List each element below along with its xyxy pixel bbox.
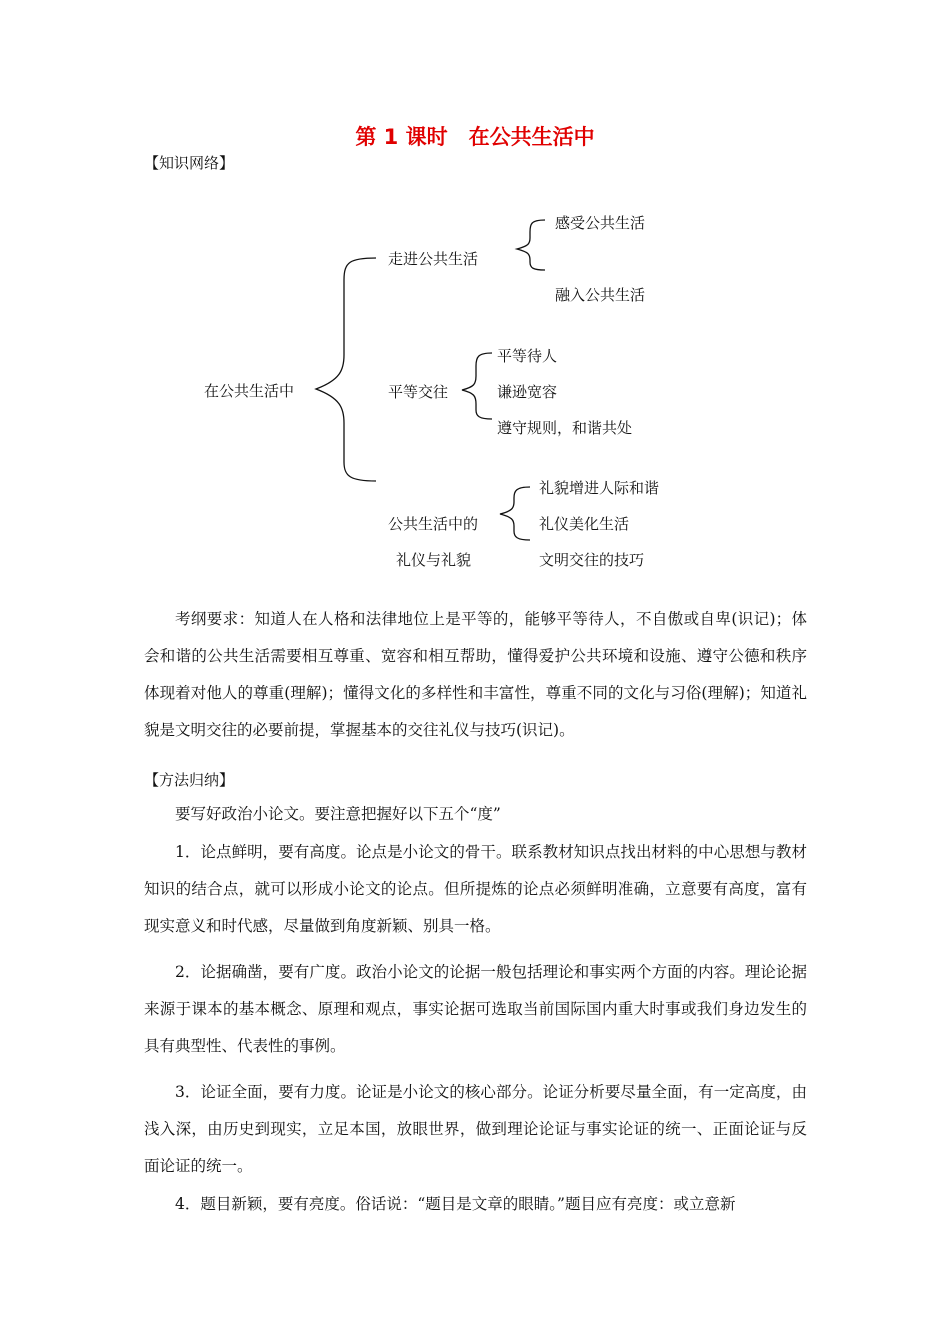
method-point-2: 2．论据确凿，要有广度。政治小论文的论据一般包括理论和事实两个方面的内容。理论论据来源于课本的基本概念、原理和观点，事实论据可选取当前国际国内重大时事或我们身边发生的具有典型性、代表性的事例。 [144,963,807,1055]
tree-branch-1: 走进公共生活 [388,250,479,268]
tree-branch-2: 平等交往 [388,383,449,401]
tree-branch-3-line1: 公共生活中的 [388,515,479,533]
tree-leaf-3-1: 礼貌增进人际和谐 [539,479,660,497]
page-title: 第 1 课时 在公共生活中 [355,125,595,149]
method-point-4: 4．题目新颖，要有亮度。俗话说：“题目是文章的眼睛。”题目应有亮度：或立意新 [175,1195,736,1213]
tree-leaf-2-2: 谦逊宽容 [497,383,558,401]
tree-root: 在公共生活中 [204,382,295,400]
tree-leaf-3-3: 文明交往的技巧 [539,551,645,569]
exam-requirements: 考纲要求：知道人在人格和法律地位上是平等的，能够平等待人，不自傲或自卑(识记)；体会和谐的公共生活需要相互尊重、宽容和相互帮助，懂得爱护公共环境和设施、遵守公德和秩序体现着对他人的尊重(理解)；懂得文化的多样性和丰富性，尊重不同的文化与习俗(理解)；知道礼貌是文明交往的必要前提，掌握基本的交往礼仪与技巧(识记)。 [144,610,807,739]
tree-leaf-1-1: 感受公共生活 [555,214,646,232]
tree-leaf-2-1: 平等待人 [497,347,558,365]
tree-leaf-2-3: 遵守规则，和谐共处 [497,419,633,437]
knowledge-tree-braces [0,0,950,600]
section-header-method: 【方法归纳】 [144,771,235,789]
root-brace [316,258,376,481]
tree-leaf-3-2: 礼仪美化生活 [539,515,630,533]
method-point-1: 1．论点鲜明，要有高度。论点是小论文的骨干。联系教材知识点找出材料的中心思想与教材知识的结合点，就可以形成小论文的论点。但所提炼的论点必须鲜明准确，立意要有高度，富有现实意义和时代感，尽量做到角度新颖、别具一格。 [144,843,807,935]
branch2-brace [462,353,492,419]
section-header-knowledge: 【知识网络】 [144,154,235,172]
method-intro: 要写好政治小论文。要注意把握好以下五个“度” [175,805,501,823]
branch3-brace [500,487,530,540]
method-point-3: 3．论证全面，要有力度。论证是小论文的核心部分。论证分析要尽量全面，有一定高度，由浅入深，由历史到现实，立足本国，放眼世界，做到理论论证与事实论证的统一、正面论证与反面论证的统一。 [144,1083,807,1175]
branch1-brace [517,220,545,270]
tree-branch-3-line2: 礼仪与礼貌 [396,551,472,569]
tree-leaf-1-2: 融入公共生活 [555,286,646,304]
